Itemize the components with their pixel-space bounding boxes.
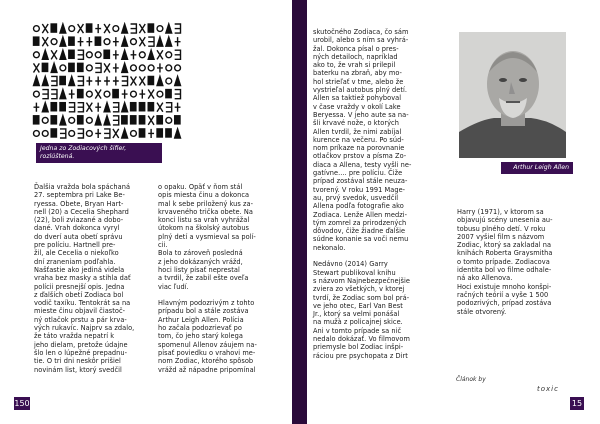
- left-column-1: Ďalšia vražda bola spáchaná 27. septembra pri Lake Be- ryessa. Obete, Bryan Hart- nell (20) a Cecelia Shephard (22), boli zviazané a dobo- dané. Vrah dokonca vyryl do dverí auta obetí správu pre políciu. Hartnell pre- žil, ale Cecelia o niekoľko dní zraneniam podľahla. Našťastie ako jediná videla vraha bez masky a stihla dať polícii presnejší opis. Jedna z ďalších obetí Zodiaca bol vodič taxíku. Tentokrát sa na mieste činu objavil čiastoč- ný otlačok prstu a pár krva- vých rukavíc. Najprv sa zdalo, že táto vražda nepatrí k jeho dielam, pretože údajne šlo len o lúpežné prepadnu- tie. O tri dni neskôr prišiel novinám list, ktorý svedčil: [34, 183, 135, 374]
- left-column-2: o opaku. Opäť v ňom stál opis miesta činu a dokonca mal k sebe priložený kus za- krvaveného trička obete. Na konci listu sa vrah vyhrážal útokom na školský autobus plný detí a vysmieval sa polí- cii. Bola to zároveň posledná z jeho dokázaných vrážd, hoci listy písať neprestal a tvrdil, že zabil ešte oveľa viac ľudí. Hlavným podozrivým z tohto prípadu bol a stále zostáva Arthur Leigh Allen. Polícia ho začala podozrievať po tom, čo jeho starý kolega spomenul Allenov záujem na- písať poviedku o vrahovi me- nom Zodiac, ktorého spôsob vrážd až nápadne pripomínal: [158, 183, 257, 374]
- credit-label: Článok by: [456, 376, 486, 383]
- right-column-1: skutočného Zodiaca, čo sám urobil, alebo s ním sa vyhrá- žal. Dokonca písal o pres- ných detailoch, napríklad ako to, že vrah si prilepil baterku na zbraň, aby mo- hol strieľať v tme, alebo že vystrieľal autobus plný detí. Allen sa taktiež pohyboval v čase vraždy v okolí Lake Beryessa. V jeho aute sa na- šli krvavé nože, o ktorých Allen tvrdil, že nimi zabíjal kurence na večeru. Po súd- nom príkaze na porovnanie otlačkov prstov a písma Zo- diaca a Allena, testy vyšli ne- gatívne.... pre políciu. Čiže prípad zostával stále neuza- tvorený. V roku 1991 Mage- au, prvý svedok, usvedčil Allena podľa fotografie ako Zodiaca. Lenže Allen medzi- tým zomrel za prirodzených dôvodov, čiže žiadne ďalšie súdne konanie sa voči nemu nekonalo. Nedávno (2014) Garry Stewart publikoval knihu s názvom Najnebezpečnejšie zviera zo všetkých, v ktorej tvrdí, že Zodiac som bol prá- ve jeho otec, Earl Van Best Jr., ktorý sa velmi ponášal na mužà z policajnej skice. Ani v tomto prípade sa nič nedalo dokázať. Vo filmovom priemysle bol Zodiac inšpi- ráciou pre psychopata z Dirt: [313, 28, 412, 360]
- page-number-left: 150: [14, 399, 30, 408]
- cipher-caption: Jedna zo Zodiacových šifier, rozlúštená.: [36, 143, 162, 163]
- page-number-right: 15: [571, 399, 583, 408]
- credit-name: toxic: [537, 385, 559, 393]
- book-spine: [292, 0, 307, 424]
- photo-caption: Arthur Leigh Allen: [501, 162, 573, 174]
- right-column-2: Harry (1971), v ktorom sa objavujú scény unesenia au- tobusu plného detí. V roku 2007 vyšiel film s názvom Zodiac, ktorý sa zakladal na knihách Roberta Graysmitha o tomto prípade. Zodiacova identita bol vo filme odhale- ná ako Allenova. Hoci existuje mnoho konšpi- račných teórií a vyše 1 500 podozrivých, prípad zostáva stále otvorený.: [457, 208, 553, 316]
- portrait-photo: [459, 32, 566, 158]
- zodiac-cipher-image: [32, 22, 182, 140]
